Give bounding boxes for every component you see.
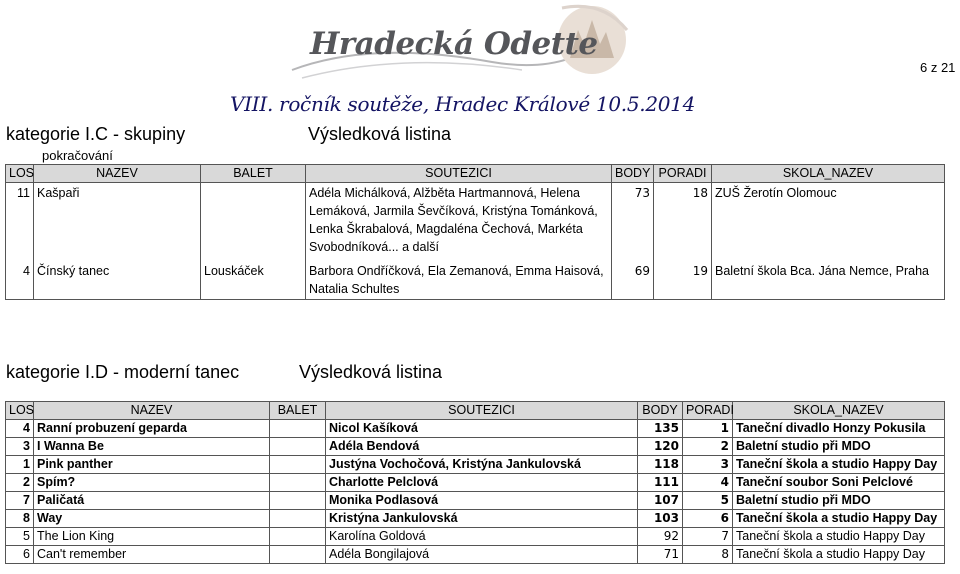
cell-poradi: 7 [683, 528, 733, 546]
cell-body: 103 [638, 510, 683, 528]
table-row [6, 510, 945, 528]
cell-los: 3 [6, 438, 34, 456]
table-row [6, 420, 945, 438]
results-table-d-body [6, 420, 945, 564]
cell-soutezici: Nicol Kašíková [326, 420, 638, 438]
cell-poradi: 5 [683, 492, 733, 510]
cell-nazev: Spím? [34, 474, 270, 492]
cell-body: 73 [612, 183, 654, 262]
col-header-body: BODY [638, 402, 683, 420]
table-row [6, 183, 945, 262]
cell-nazev: Ranní probuzení geparda [34, 420, 270, 438]
cell-skola: Baletní škola Bca. Jána Nemce, Praha [712, 261, 945, 300]
cell-nazev: I Wanna Be [34, 438, 270, 456]
cell-los: 5 [6, 528, 34, 546]
cell-los: 4 [6, 261, 34, 300]
cell-nazev: The Lion King [34, 528, 270, 546]
continued-label: pokračování [42, 148, 113, 163]
cell-balet [270, 546, 326, 564]
cell-balet [270, 492, 326, 510]
cell-balet [270, 420, 326, 438]
col-header-soutezici: SOUTEZICI [306, 165, 612, 183]
cell-soutezici: Kristýna Jankulovská [326, 510, 638, 528]
cell-poradi: 18 [654, 183, 712, 262]
cell-nazev: Paličatá [34, 492, 270, 510]
cell-skola: Baletní studio při MDO [733, 438, 945, 456]
table-row [6, 456, 945, 474]
cell-poradi: 3 [683, 456, 733, 474]
cell-soutezici: Adéla Michálková, Alžběta Hartmannová, Helena Lemáková, Jarmila Ševčíková, Kristýna Tománková, Lenka Škrabalová, Magdaléna Čechová, Markéta Svobodníková... a další [306, 183, 612, 262]
logo [232, 0, 632, 90]
cell-soutezici: Justýna Vochočová, Kristýna Jankulovská [326, 456, 638, 474]
cell-los: 4 [6, 420, 34, 438]
page-number: 6 z 21 [920, 60, 956, 75]
cell-balet [270, 474, 326, 492]
col-header-balet: BALET [270, 402, 326, 420]
cell-soutezici: Monika Podlasová [326, 492, 638, 510]
cell-balet [270, 456, 326, 474]
col-header-poradi: PORADI [654, 165, 712, 183]
cell-nazev: Čínský tanec [34, 261, 201, 300]
table-row [6, 438, 945, 456]
cell-soutezici: Charlotte Pelclová [326, 474, 638, 492]
cell-skola: Taneční divadlo Honzy Pokusila [733, 420, 945, 438]
cell-los: 8 [6, 510, 34, 528]
cell-poradi: 19 [654, 261, 712, 300]
table-row [6, 528, 945, 546]
col-header-los: LOS [6, 165, 34, 183]
cell-body: 111 [638, 474, 683, 492]
cell-body: 107 [638, 492, 683, 510]
cell-los: 7 [6, 492, 34, 510]
col-header-nazev: NAZEV [34, 165, 201, 183]
cell-soutezici: Adéla Bendová [326, 438, 638, 456]
cell-body: 71 [638, 546, 683, 564]
cell-body: 120 [638, 438, 683, 456]
col-header-poradi: PORADI [683, 402, 733, 420]
col-header-nazev: NAZEV [34, 402, 270, 420]
cell-nazev: Can't remember [34, 546, 270, 564]
edition-title: VIII. ročník soutěže, Hradec Králové 10.5.2014 [230, 92, 696, 116]
cell-body: 135 [638, 420, 683, 438]
cell-poradi: 6 [683, 510, 733, 528]
logo-text: Hradecká Odette [310, 26, 598, 62]
cell-soutezici: Barbora Ondříčková, Ela Zemanová, Emma Haisová, Natalia Schultes [306, 261, 612, 300]
cell-balet [270, 528, 326, 546]
cell-soutezici: Adéla Bongilajová [326, 546, 638, 564]
cell-skola: ZUŠ Žerotín Olomouc [712, 183, 945, 262]
cell-nazev: Kašpaři [34, 183, 201, 262]
cell-skola: Taneční škola a studio Happy Day [733, 456, 945, 474]
cell-body: 118 [638, 456, 683, 474]
cell-body: 92 [638, 528, 683, 546]
cell-nazev: Way [34, 510, 270, 528]
cell-poradi: 1 [683, 420, 733, 438]
cell-skola: Baletní studio při MDO [733, 492, 945, 510]
cell-los: 6 [6, 546, 34, 564]
cell-los: 1 [6, 456, 34, 474]
table-row [6, 492, 945, 510]
table-header-row [6, 402, 945, 420]
cell-poradi: 4 [683, 474, 733, 492]
cell-skola: Taneční škola a studio Happy Day [733, 528, 945, 546]
table-header-row [6, 165, 945, 183]
cell-poradi: 2 [683, 438, 733, 456]
cell-soutezici: Karolína Goldová [326, 528, 638, 546]
cell-poradi: 8 [683, 546, 733, 564]
cell-skola: Taneční škola a studio Happy Day [733, 510, 945, 528]
cell-los: 2 [6, 474, 34, 492]
cell-skola: Taneční škola a studio Happy Day [733, 546, 945, 564]
col-header-skola: SKOLA_NAZEV [712, 165, 945, 183]
results-title-d: Výsledková listina [299, 362, 443, 382]
results-table-d [5, 401, 945, 564]
cell-balet: Louskáček [201, 261, 306, 300]
col-header-body: BODY [612, 165, 654, 183]
table-row [6, 474, 945, 492]
cell-balet [270, 438, 326, 456]
col-header-los: LOS [6, 402, 34, 420]
table-row [6, 261, 945, 300]
cell-los: 11 [6, 183, 34, 262]
col-header-balet: BALET [201, 165, 306, 183]
results-table-c [5, 164, 945, 300]
cell-body: 69 [612, 261, 654, 300]
col-header-skola: SKOLA_NAZEV [733, 402, 945, 420]
table-row [6, 546, 945, 564]
cell-balet [201, 183, 306, 262]
cell-balet [270, 510, 326, 528]
cell-skola: Taneční soubor Soni Pelclové [733, 474, 945, 492]
category-d-title: kategorie I.D - moderní tanec [6, 362, 240, 382]
category-c-title: kategorie I.C - skupiny [6, 124, 186, 144]
cell-nazev: Pink panther [34, 456, 270, 474]
col-header-soutezici: SOUTEZICI [326, 402, 638, 420]
results-title-c: Výsledková listina [308, 124, 452, 144]
